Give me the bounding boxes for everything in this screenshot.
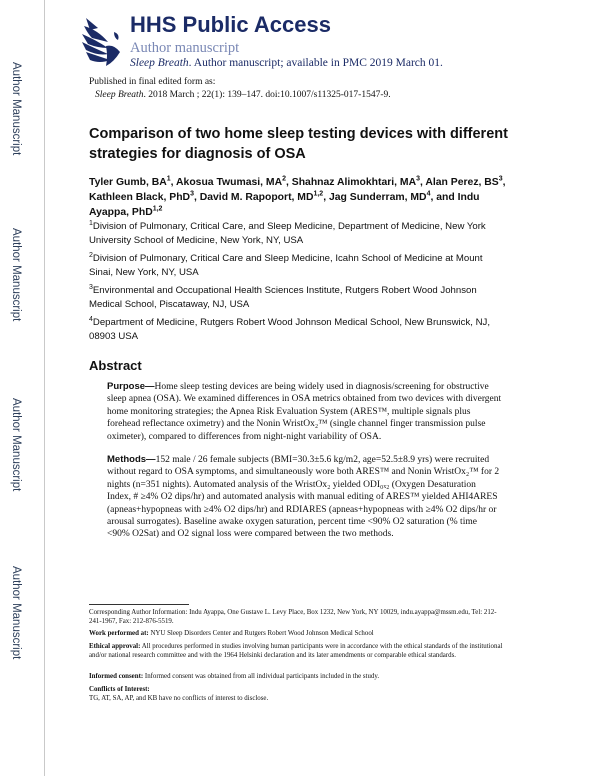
- footnote-consent: [89, 673, 509, 682]
- abstract-methods: [107, 454, 502, 541]
- abstract-heading: Abstract: [89, 358, 142, 373]
- footnote-corresponding: Corresponding Author Information: Indu Ayappa, One Gustave L. Levy Place, Box 1232, New York, NY 10029, indu.ayappa@mssm.edu, Tel: 212-241-1967, Fax: 212-876-5519.: [89, 609, 497, 625]
- footnote-text: Informed consent was obtained from all individual participants included in the study.: [143, 673, 380, 680]
- author-sup: 3: [498, 175, 503, 183]
- footnote-text: All procedures performed in studies involving human participants were in accordance with the ethical standards of the institutional and/or national research committee and with the 1964 Helsinki declaration and its later amendments or comparable ethical standards.: [89, 643, 503, 659]
- footnote-label: Conflicts of Interest:: [89, 686, 150, 693]
- affiliation-text: Department of Medicine, Rutgers Robert Wood Johnson Medical School, New Brunswick, NJ, 08903 USA: [89, 317, 490, 342]
- author: , Kathleen Black, PhD: [89, 177, 506, 203]
- affiliation-text: Environmental and Occupational Health Sciences Institute, Rutgers Robert Wood Johnson Medical School, Piscataway, NJ, USA: [89, 285, 477, 310]
- paper-title: Comparison of two home sleep testing devices with different strategies for diagnosis of OSA: [89, 126, 508, 162]
- footnote-label: Ethical approval:: [89, 643, 141, 650]
- footnote-text: NYU Sleep Disorders Center and Rutgers Robert Wood Johnson Medical School: [148, 630, 374, 637]
- affiliation-text: Division of Pulmonary, Critical Care, and Sleep Medicine, Department of Medicine, New York University School of Medicine, New York, NY, USA: [89, 221, 486, 246]
- affiliation: [89, 316, 509, 344]
- header-journal: Sleep Breath: [130, 57, 189, 69]
- footnote-conflicts: [89, 686, 509, 703]
- pubinfo-line: Published in final edited form as:: [89, 77, 216, 87]
- affiliation-sup: 1: [89, 219, 93, 227]
- author: , Akosua Twumasi, MA: [170, 177, 283, 188]
- purpose-label: Purpose—: [107, 381, 155, 392]
- footnote-label: Work performed at:: [89, 630, 149, 637]
- publication-info: [89, 76, 391, 101]
- affiliation-sup: 2: [89, 251, 93, 259]
- methods-label: Methods—: [107, 454, 156, 465]
- author-sup: 4: [426, 190, 431, 198]
- affiliation: [89, 220, 509, 248]
- author-sup: 1,2: [152, 205, 163, 213]
- header-availability-text: . Author manuscript; available in PMC 2019 March 01.: [188, 57, 443, 69]
- purpose-text: Home sleep testing devices are being widely used in diagnosis/screening for obstructive sleep apnea (OSA). We examined differences in OSA metrics obtained from two devices with divergent home monitoring strategies; the Apnea Risk Evaluation System (ARES™, multiple signals plus forehead reflectance oximetry) and the Nonin WristOx₂™ (single channel finger transmission pulse oximeter), compared to differences from night-night variability of OSA.: [107, 382, 502, 442]
- affiliation: [89, 252, 509, 280]
- hhs-eagle-logo-icon: [78, 12, 124, 70]
- header-title: HHS Public Access: [130, 12, 331, 37]
- affiliation: [89, 284, 509, 312]
- author-sup: 1,2: [313, 190, 324, 198]
- author-sup: 1: [166, 175, 171, 183]
- affiliation-sup: 4: [89, 315, 93, 323]
- sidebar-divider: [44, 0, 45, 776]
- author-sup: 2: [282, 175, 286, 183]
- author-sup: 3: [190, 190, 194, 198]
- footnote-ethical: [89, 643, 509, 660]
- author: , Alan Perez, BS: [420, 177, 499, 188]
- author-list: [89, 175, 509, 220]
- author: , and Indu Ayappa, PhD: [89, 192, 480, 218]
- footnote-work: [89, 630, 509, 639]
- pubinfo-citation: [89, 89, 391, 102]
- header-subtitle: Author manuscript: [130, 40, 240, 56]
- abstract-purpose: [107, 381, 502, 443]
- affiliation-sup: 3: [89, 283, 93, 291]
- footnote-divider: [89, 604, 189, 605]
- pubinfo-citation-text: . 2018 March ; 22(1): 139–147. doi:10.1007/s11325-017-1547-9.: [143, 89, 391, 100]
- footnote-text: TG, AT, SA, AP, and KB have no conflicts of interest to disclose.: [89, 694, 269, 702]
- author-sup: 3: [416, 175, 420, 183]
- header-availability: [130, 57, 443, 69]
- footnote-label: Informed consent:: [89, 673, 144, 680]
- author: , David M. Rapoport, MD: [193, 192, 314, 203]
- author: Tyler Gumb, BA: [89, 177, 167, 188]
- header: [78, 12, 518, 74]
- author: , Shahnaz Alimokhtari, MA: [286, 177, 417, 188]
- affiliation-text: Division of Pulmonary, Critical Care and Sleep Medicine, Icahn School of Medicine at Mount Sinai, New York, NY, USA: [89, 253, 483, 278]
- sidebar: Author Manuscript Author Manuscript Author Manuscript Author Manuscript: [10, 62, 22, 660]
- pubinfo-journal: Sleep Breath: [95, 89, 144, 100]
- methods-text: 152 male / 26 female subjects (BMI=30.3±5.6 kg/m2, age=52.5±8.9 yrs) were recruited without regard to OSA symptoms, and simultaneously wore both ARES™ and Nonin WristOx₂™ for 2 nights (n=351 nights). Automated analysis of the WristOx₂ yielded ODI₀ₓ₂ (Oxygen Desaturation Index, # ≥4% O2 dips/hr) and automated analysis with manual editing of ARES™ yielded AHI4ARES (apneas+hypopneas with ≥4% O2 dips/hr) and RDIARES (apneas+hypopneas with ≥4% O2 dips/hr or arousal surrogates). Baseline awake oxygen saturation, percent time <90% O2 saturation (% time <90% O2Sat) and O2 signal loss were compared between the two methods.: [107, 455, 500, 540]
- author: , Jag Sunderram, MD: [323, 192, 427, 203]
